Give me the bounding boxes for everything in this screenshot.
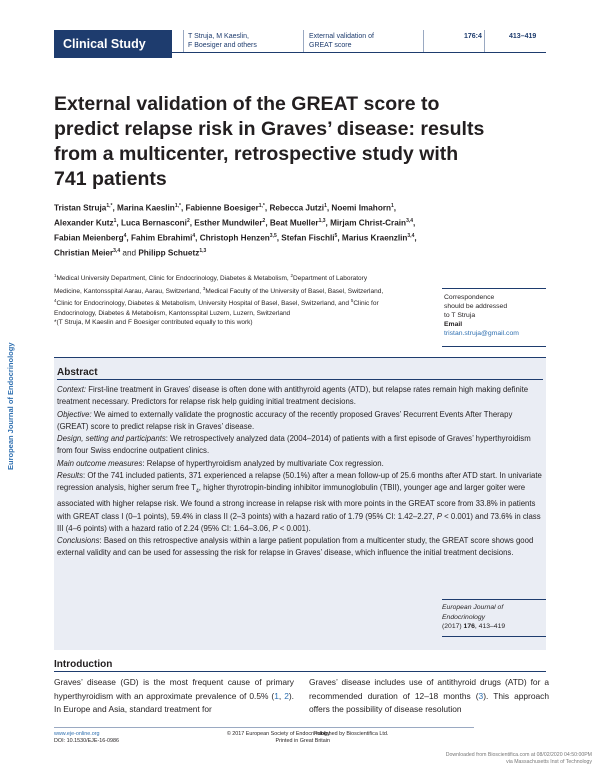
abstract-objective: Objective: We aimed to externally validate the prognostic accuracy of the recently proposed Graves’ Recurrent Events After Therapy (GREAT) score to predict relapse risk in Graves’ disease.: [57, 409, 513, 431]
footer-left: www.eje-online.org DOI: 10.1530/EJE-16-0986: [54, 731, 120, 744]
abstract-rule: [57, 379, 543, 380]
correspondence-box: Correspondence should be addressed to T Struja Email tristan.struja@gmail.com: [444, 293, 548, 338]
reference-link[interactable]: 3: [478, 690, 484, 701]
abstract-body: [57, 384, 543, 560]
introduction-heading: Introduction: [54, 659, 113, 670]
section-badge: Clinical Study: [54, 30, 172, 58]
introduction-rule: [54, 671, 546, 672]
reference-link[interactable]: 2: [284, 690, 289, 701]
header-divider: [183, 30, 184, 52]
journal-website-link[interactable]: www.eje-online.org: [54, 731, 100, 737]
abstract-heading: Abstract: [57, 367, 98, 378]
volume-issue: 176:4: [464, 33, 482, 40]
page-range: 413–419: [509, 33, 537, 40]
correspondence-email-link[interactable]: tristan.struja@gmail.com: [444, 330, 519, 337]
citation-rule: [442, 599, 546, 600]
footer-copyright: © 2017 European Society of Endocrinology Printed in Great Britain: [226, 731, 330, 744]
abstract-context: Context: First-line treatment in Graves’ disease is often done with antithyroid agents (ATD), but relapse rates remain high making definite treatment necessary. Predictors for relapse risk help guiding initial treatment decisions.: [57, 385, 529, 407]
intro-column-right: Graves’ disease includes use of antithyroid drugs (ATD) for a recommended duration of 12–18 months (3). This approach offers the possibility of disease resolution: [309, 677, 549, 715]
intro-column-left: Graves’ disease (GD) is the most frequent cause of primary hyperthyroidism with an approximate prevalence of 0.5% (1, 2). In Europe and Asia, standard treatment for: [54, 677, 295, 715]
journal-sidebar-label: European Journal of Endocrinology: [6, 342, 15, 470]
correspondence-rule: [442, 346, 546, 347]
header-divider: [423, 30, 424, 52]
correspondence-rule: [442, 288, 546, 289]
abstract-design: Design, setting and participants: We retrospectively analyzed data (2004–2014) of patients with a first episode of Graves’ hyperthyroidism from four Swiss endocrine outpatient clinics.: [57, 434, 531, 456]
affiliations: $^1$Medical University Department, Clinic for Endocrinology, Diabetes & Metabolism, $^2$Department of Laboratory Medicine, Kantonsspital Aarau, Aarau, Switzerland, $^3$Medical Faculty of the University of Basel, Basel, Switzerland, $^4$Clinic for Endocrinology, Diabetes & Metabolism, University Hospital of Basel, Basel, Switzerland, and $^5$Clinic for Endocrinology, Diabetes & Metabolism, Kantonsspital Luzern, Luzern, Switzerland *(T Struja, M Kaeslin and F Boesiger contributed equally to this work): [54, 273, 384, 327]
abstract-conclusions: Conclusions: Based on this retrospective analysis within a large patient population from a multicenter study, the GREAT score shows good external validity and can be used for assessing the risk for relapse in Graves’ disease, which influence the initial treatment decisions.: [57, 536, 534, 558]
author-list: Tristan Struja$^{1,*}$, Marina Kaeslin$^{1,*}$, Fabienne Boesiger$^{1,*}$, Rebecca Jutzi$^1$, Noemi Imahorn$^1$, Alexander Kutz$^1$, Luca Bernasconi$^2$, Esther Mundwiler$^2$, Beat Mueller$^{1,3}$, Mirjam Christ-Crain$^{3,4}$, Fabian Meienberg$^4$, Fahim Ebrahimi$^4$, Christoph Henzen$^{3,5}$, Stefan Fischli$^5$, Marius Kraenzlin$^{3,4}$, Christian Meier$^{3,4}$ and Philipp Schuetz$^{1,3}$: [54, 203, 417, 259]
citation-rule: [442, 636, 546, 637]
header-rule: [172, 52, 546, 53]
running-title: External validation of GREAT score: [309, 33, 374, 49]
citation-box: European Journal of Endocrinology (2017) 176, 413–419: [442, 604, 506, 630]
download-notice: Downloaded from Bioscientifica.com at 08/02/2020 04:50:00PM via Massachusetts Inst of Technology: [445, 752, 592, 765]
reference-link[interactable]: 1: [274, 690, 279, 701]
abstract-results: Results: Of the 741 included patients, 371 experienced a relapse (50.1%) after a mean follow-up of 25.6 months after ATD start. In univariate regression analysis, higher serum free $T_4$, higher thyrotropin-binding inhibitor immunoglobulin (TBII), younger age and larger goiter were associated with higher relapse risk. We found a strong increase in relapse risk with more points in the GREAT score from 33.8% in patients with GREAT class I (0–1 points), 59.4% in class II (2–3 points) with a hazard ratio of 1.79 (95% CI: 1.42–2.27, P < 0.001) and 73.6% in class III (4–6 points) with a hazard ratio of 2.24 (95% CI: 1.64–3.06, P < 0.001).: [57, 471, 542, 533]
header-divider: [303, 30, 304, 52]
header-divider: [484, 30, 485, 52]
abstract-outcome: Main outcome measures: Relapse of hyperthyroidism analyzed by multivariate Cox regression.: [57, 458, 384, 468]
article-title: External validation of the GREAT score to predict relapse risk in Graves’ disease: results from a multicenter, retrospective study with 741 patients: [54, 93, 485, 190]
footer-rule: [54, 727, 474, 728]
footer-publisher: Published by Bioscientifica Ltd.: [314, 731, 389, 737]
running-authors: T Struja, M Kaeslin, F Boesiger and others: [188, 33, 257, 49]
